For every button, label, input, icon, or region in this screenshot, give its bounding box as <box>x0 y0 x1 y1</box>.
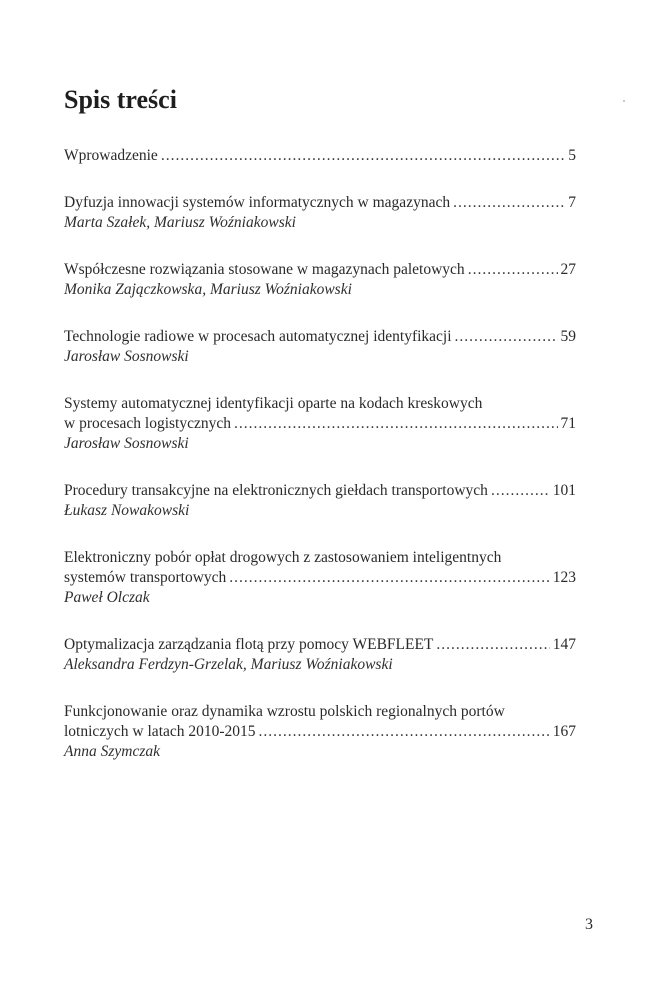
toc-entry <box>64 260 576 300</box>
toc-entry-line <box>64 722 576 742</box>
dot-leader <box>491 481 550 501</box>
toc-entry-title: Technologie radiowe w procesach automatycznej identyfikacji <box>64 328 452 345</box>
toc-entry-authors: Łukasz Nowakowski <box>64 502 190 519</box>
toc-entry <box>64 146 576 166</box>
toc-entry-line <box>64 481 576 501</box>
dot-leader <box>229 568 549 588</box>
toc-entry-authors: Jarosław Sosnowski <box>64 348 189 365</box>
toc-entry-line <box>64 260 576 280</box>
dot-leader <box>234 414 558 434</box>
page-number: 3 <box>585 916 593 933</box>
toc-entry-page: 71 <box>560 415 576 432</box>
toc-entry-line <box>64 702 576 722</box>
toc-entry-line <box>64 193 576 213</box>
toc-entry-line <box>64 548 576 568</box>
toc-entry-line <box>64 414 576 434</box>
dot-leader <box>259 722 550 742</box>
toc-entry <box>64 327 576 367</box>
toc-entry-authors: Marta Szałek, Mariusz Woźniakowski <box>64 214 296 231</box>
toc-entry <box>64 193 576 233</box>
toc-entry-authors: Jarosław Sosnowski <box>64 435 189 452</box>
toc-entry <box>64 548 576 608</box>
toc-entry-page: 167 <box>552 723 576 740</box>
dot-leader <box>453 193 565 213</box>
toc-entry-authors: Monika Zajączkowska, Mariusz Woźniakowski <box>64 281 352 298</box>
toc-entry-title: Systemy automatycznej identyfikacji oparte na kodach kreskowych <box>64 395 483 412</box>
toc-entry <box>64 702 576 762</box>
toc-entry-title: Elektroniczny pobór opłat drogowych z zastosowaniem inteligentnych <box>64 549 502 566</box>
toc-entry-authors: Paweł Olczak <box>64 589 150 606</box>
toc-entry-page: 59 <box>560 328 576 345</box>
toc-entry-title: Optymalizacja zarządzania flotą przy pomocy WEBFLEET <box>64 636 434 653</box>
toc-entry-authors: Aleksandra Ferdzyn-Grzelak, Mariusz Woźniakowski <box>64 656 393 673</box>
toc-entry <box>64 394 576 454</box>
dot-leader <box>468 260 558 280</box>
toc-entry-title: Wprowadzenie <box>64 147 158 164</box>
toc-entry-page: 101 <box>552 482 576 499</box>
toc-entry-page: 5 <box>568 147 576 164</box>
toc-entry <box>64 481 576 521</box>
toc-entry-line <box>64 146 576 166</box>
toc-entry-title-continued: w procesach logistycznych <box>64 415 231 432</box>
toc-entry-page: 147 <box>552 636 576 653</box>
toc-entry-page: 7 <box>568 194 576 211</box>
toc-entry-title: Współczesne rozwiązania stosowane w magazynach paletowych <box>64 261 465 278</box>
toc-entry-line <box>64 327 576 347</box>
dot-leader <box>161 146 565 166</box>
toc-entry-line <box>64 568 576 588</box>
toc-entry-title: Funkcjonowanie oraz dynamika wzrostu polskich regionalnych portów <box>64 703 505 720</box>
scan-speck <box>623 100 625 102</box>
toc-entry-authors: Anna Szymczak <box>64 743 160 760</box>
table-of-contents <box>64 146 576 789</box>
toc-entry-title: Procedury transakcyjne na elektronicznych giełdach transportowych <box>64 482 488 499</box>
toc-entry-line <box>64 635 576 655</box>
toc-entry-line <box>64 394 576 414</box>
page-title: Spis treści <box>64 85 177 114</box>
toc-entry-page: 123 <box>552 569 576 586</box>
dot-leader <box>436 635 549 655</box>
toc-entry-title-continued: lotniczych w latach 2010-2015 <box>64 723 256 740</box>
dot-leader <box>455 327 558 347</box>
toc-entry-title-continued: systemów transportowych <box>64 569 227 586</box>
toc-entry-title: Dyfuzja innowacji systemów informatycznych w magazynach <box>64 194 451 211</box>
toc-entry <box>64 635 576 675</box>
toc-entry-page: 27 <box>560 261 576 278</box>
